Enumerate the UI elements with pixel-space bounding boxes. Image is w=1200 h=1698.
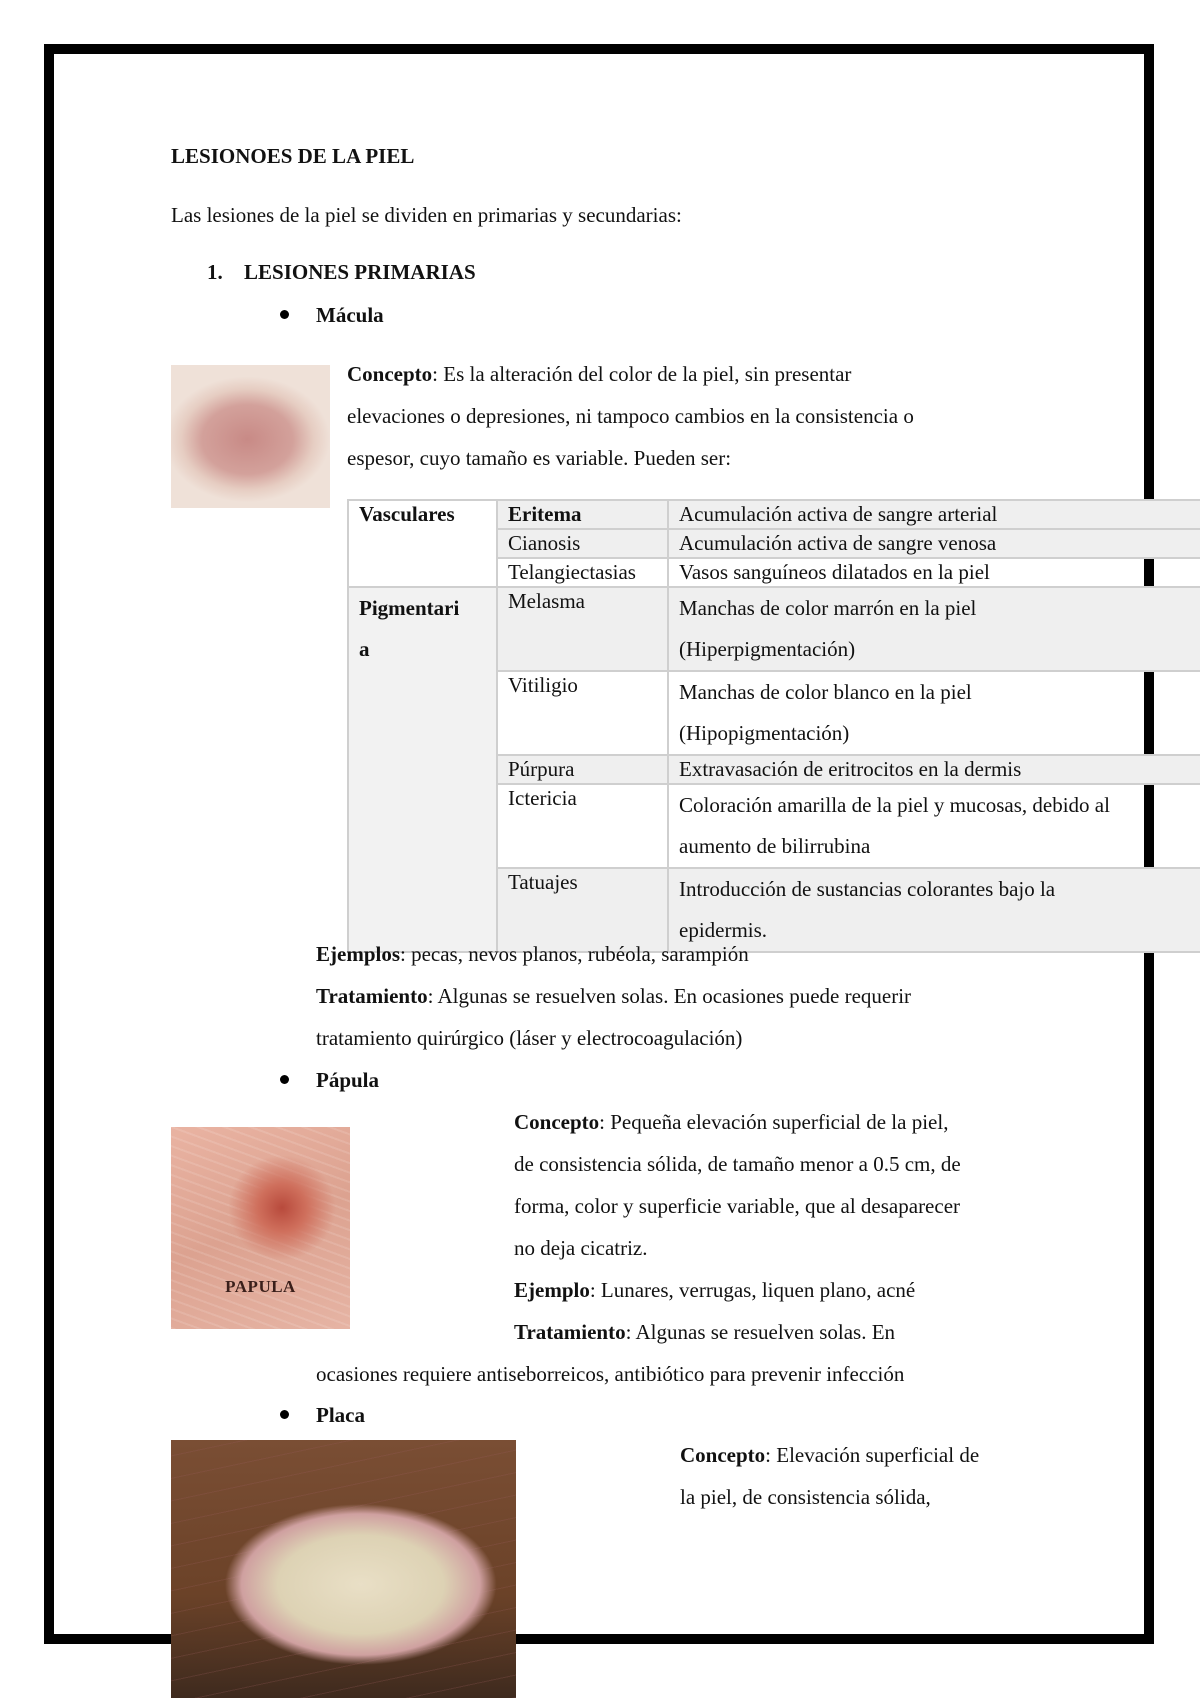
row-detail: Extravasación de eritrocitos en la dermis	[668, 755, 1200, 784]
page-title: LESIONOES DE LA PIEL	[171, 144, 415, 168]
macula-treatment-line-2: tratamiento quirúrgico (láser y electrocoagulación)	[316, 1026, 743, 1050]
group-pigmentaria: Pigmentari a	[348, 587, 497, 952]
papula-photo	[171, 1127, 350, 1329]
placa-concept-line-1: Concepto: Elevación superficial de	[680, 1443, 980, 1467]
row-detail: Introducción de sustancias colorantes bajo la epidermis.	[668, 868, 1200, 952]
macula-photo	[171, 365, 330, 508]
section-title: LESIONES PRIMARIAS	[244, 260, 476, 284]
table-row	[348, 587, 1200, 671]
row-name: Cianosis	[497, 529, 668, 558]
bullet-icon	[280, 310, 289, 319]
row-detail: Manchas de color blanco en la piel (Hipopigmentación)	[668, 671, 1200, 755]
row-detail: Acumulación activa de sangre arterial	[668, 500, 1200, 529]
row-detail: Coloración amarilla de la piel y mucosas, debido al aumento de bilirrubina	[668, 784, 1200, 868]
macula-treatment-line-1: Tratamiento: Algunas se resuelven solas. En ocasiones puede requerir	[316, 984, 912, 1008]
row-name: Púrpura	[497, 755, 668, 784]
macula-concept-line-1: Concepto: Es la alteración del color de la piel, sin presentar	[347, 362, 852, 386]
row-detail: Manchas de color marrón en la piel (Hiperpigmentación)	[668, 587, 1200, 671]
macula-concept-line-2: elevaciones o depresiones, ni tampoco cambios en la consistencia o	[347, 404, 914, 428]
papula-treatment-line-2: ocasiones requiere antiseborreicos, antibiótico para prevenir infección	[316, 1362, 905, 1386]
section-number: 1.	[207, 260, 223, 284]
row-name: Melasma	[497, 587, 668, 671]
papula-concept-line-2: de consistencia sólida, de tamaño menor a 0.5 cm, de	[514, 1152, 961, 1176]
placa-concept-line-2: la piel, de consistencia sólida,	[680, 1485, 931, 1509]
papula-example: Ejemplo: Lunares, verrugas, liquen plano, acné	[514, 1278, 916, 1302]
row-detail: Vasos sanguíneos dilatados en la piel	[668, 558, 1200, 587]
table-row	[348, 500, 1200, 529]
concept-label: Concepto	[347, 362, 433, 386]
row-name: Eritema	[497, 500, 668, 529]
group-vasculares: Vasculares	[348, 500, 497, 587]
placa-heading: Placa	[316, 1403, 365, 1427]
bullet-icon	[280, 1410, 289, 1419]
papula-concept-line-1: Concepto: Pequeña elevación superficial de la piel,	[514, 1110, 949, 1134]
macula-types-table	[347, 499, 1200, 953]
papula-concept-line-3: forma, color y superficie variable, que al desaparecer	[514, 1194, 961, 1218]
row-name: Tatuajes	[497, 868, 668, 952]
macula-heading: Mácula	[316, 303, 384, 327]
intro-text: Las lesiones de la piel se dividen en primarias y secundarias:	[171, 203, 682, 227]
papula-photo-label: PAPULA	[225, 1277, 296, 1296]
macula-examples: Ejemplos: pecas, nevos planos, rubéola, sarampión	[316, 942, 749, 966]
row-name: Vitiligio	[497, 671, 668, 755]
placa-photo	[171, 1440, 516, 1698]
row-name: Ictericia	[497, 784, 668, 868]
bullet-icon	[280, 1075, 289, 1084]
papula-heading: Pápula	[316, 1068, 380, 1092]
row-name: Telangiectasias	[497, 558, 668, 587]
macula-concept-line-3: espesor, cuyo tamaño es variable. Pueden ser:	[347, 446, 732, 470]
row-detail: Acumulación activa de sangre venosa	[668, 529, 1200, 558]
papula-treatment-line-1: Tratamiento: Algunas se resuelven solas. En	[514, 1320, 896, 1344]
papula-concept-line-4: no deja cicatriz.	[514, 1236, 648, 1260]
